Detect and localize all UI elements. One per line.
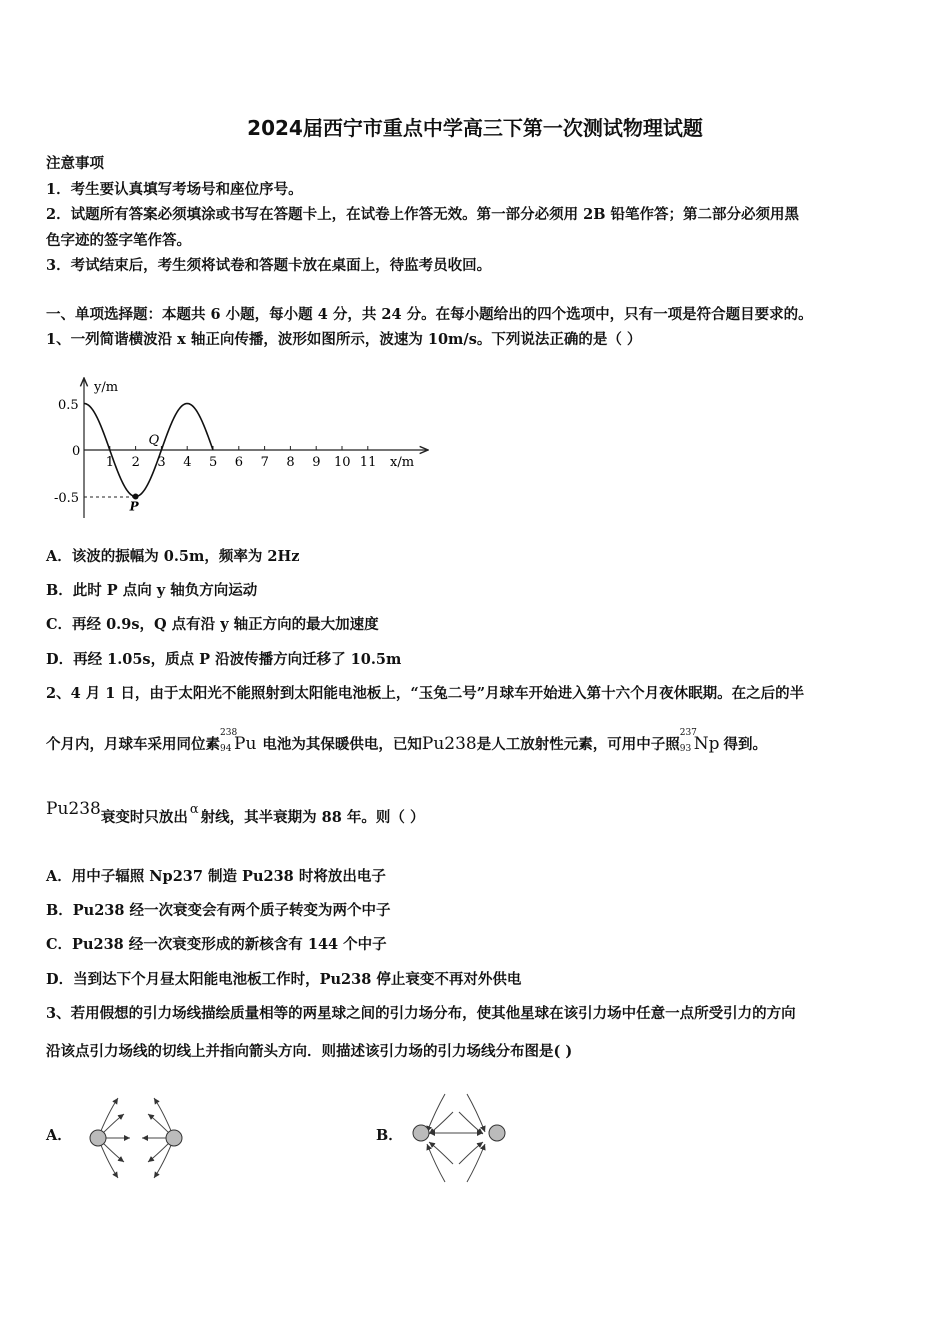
x-tick-label: 3 xyxy=(157,455,166,470)
y-tick-label: 0.5 xyxy=(58,398,79,413)
q3-option-b-field-diagram xyxy=(405,1088,515,1188)
isotope-pu238 xyxy=(220,728,257,754)
q2-text: 电池为其保暖供电，已知 xyxy=(262,736,422,753)
x-tick-label: 5 xyxy=(209,455,218,470)
q2-text: 衰变时只放出 xyxy=(100,809,188,826)
x-tick-label: 9 xyxy=(312,455,321,470)
alpha-symbol: α xyxy=(189,802,199,817)
x-axis-label: x/m xyxy=(390,455,415,470)
q3-option-a-label: A． xyxy=(46,1127,72,1144)
star-right xyxy=(489,1125,505,1141)
notice-item: 3．考试结束后，考生须将试卷和答题卡放在桌面上，待监考员收回。 xyxy=(46,257,492,274)
isotope-symbol: Pu xyxy=(234,734,257,754)
q1-option-d: D．再经 1.05s，质点 P 沿波传播方向迁移了 10.5m xyxy=(46,651,402,668)
q1-option-c: C．再经 0.9s，Q 点有沿 y 轴正方向的最大加速度 xyxy=(46,616,379,633)
q2-text: 个月内，月球车采用同位素 xyxy=(46,736,220,753)
x-tick-label: 7 xyxy=(260,455,269,470)
question-1-stem: 1、一列简谐横波沿 x 轴正向传播，波形如图所示，波速为 10m/s。下列说法正确的是（ ） xyxy=(46,331,642,348)
q1-option-b: B．此时 P 点向 y 轴负方向运动 xyxy=(46,582,258,599)
notice-heading: 注意事项 xyxy=(46,155,104,172)
isotope-mass: 237 xyxy=(679,728,697,738)
question-2-line1: 2、4 月 1 日，由于太阳光不能照射到太阳能电池板上，“玉兔二号”月球车开始进入第十六个月夜休眠期。在之后的半 xyxy=(46,685,805,702)
isotope-atomic-number: 93 xyxy=(679,744,692,754)
q2-option-a: A．用中子辐照 Np237 制造 Pu238 时将放出电子 xyxy=(46,868,386,885)
x-tick-label: 11 xyxy=(359,455,377,470)
star-left xyxy=(90,1130,106,1146)
q2-text: 得到。 xyxy=(723,736,767,753)
isotope-symbol: Np xyxy=(693,734,720,754)
star-left xyxy=(413,1125,429,1141)
x-tick-label: 4 xyxy=(183,455,192,470)
section-heading: 一、单项选择题：本题共 6 小题，每小题 4 分，共 24 分。在每小题给出的四个选项中，只有一项是符合题目要求的。 xyxy=(46,306,813,323)
star-right xyxy=(166,1130,182,1146)
notice-item: 1．考生要认真填写考场号和座位序号。 xyxy=(46,181,303,198)
question-3-line1: 3、若用假想的引力场线描绘质量相等的两星球之间的引力场分布，使其他星球在该引力场中任意一点所受引力的方向 xyxy=(46,1005,796,1022)
question-3-line2: 沿该点引力场线的切线上并指向箭头方向．则描述该引力场的引力场线分布图是( ) xyxy=(46,1043,573,1060)
q3-option-b-label: B． xyxy=(376,1127,403,1144)
pu238-symbol: Pu238 xyxy=(421,734,477,754)
q3-option-a-field-diagram xyxy=(82,1088,192,1188)
isotope-atomic-number: 94 xyxy=(220,744,232,754)
isotope-mass: 238 xyxy=(220,728,238,738)
x-tick-label: 6 xyxy=(234,455,244,470)
y-tick-label: 0 xyxy=(72,444,81,459)
wave-graph xyxy=(50,372,430,522)
notice-item: 色字迹的签字笔作答。 xyxy=(46,232,191,249)
pu238-symbol: Pu238 xyxy=(46,799,101,819)
x-tick-label: 10 xyxy=(334,455,351,470)
point-p-label: P xyxy=(129,499,139,514)
question-2-line3 xyxy=(46,799,425,827)
notice-item: 2．试题所有答案必须填涂或书写在答题卡上，在试卷上作答无效。第一部分必须用 2B 铅笔作答；第二部分必须用黑 xyxy=(46,206,800,223)
q2-option-d: D．当到达下个月昼太阳能电池板工作时，Pu238 停止衰变不再对外供电 xyxy=(46,971,522,988)
q2-text: 射线，其半衰期为 88 年。则（ ） xyxy=(200,809,425,826)
y-tick-label: -0.5 xyxy=(54,491,80,506)
q1-option-a: A．该波的振幅为 0.5m，频率为 2Hz xyxy=(46,548,300,565)
y-axis-label: y/m xyxy=(94,380,119,395)
question-2-line2 xyxy=(46,728,767,754)
isotope-np237 xyxy=(679,728,720,754)
q2-text: 是人工放射性元素，可用中子照 xyxy=(476,736,680,753)
point-q-label: Q xyxy=(148,433,160,448)
q2-option-b: B．Pu238 经一次衰变会有两个质子转变为两个中子 xyxy=(46,902,391,919)
x-tick-label: 1 xyxy=(105,455,115,470)
x-tick-label: 2 xyxy=(131,455,140,470)
page-title: 2024届西宁市重点中学高三下第一次测试物理试题 xyxy=(247,116,703,140)
x-tick-label: 8 xyxy=(286,455,295,470)
q2-option-c: C．Pu238 经一次衰变形成的新核含有 144 个中子 xyxy=(46,936,387,953)
